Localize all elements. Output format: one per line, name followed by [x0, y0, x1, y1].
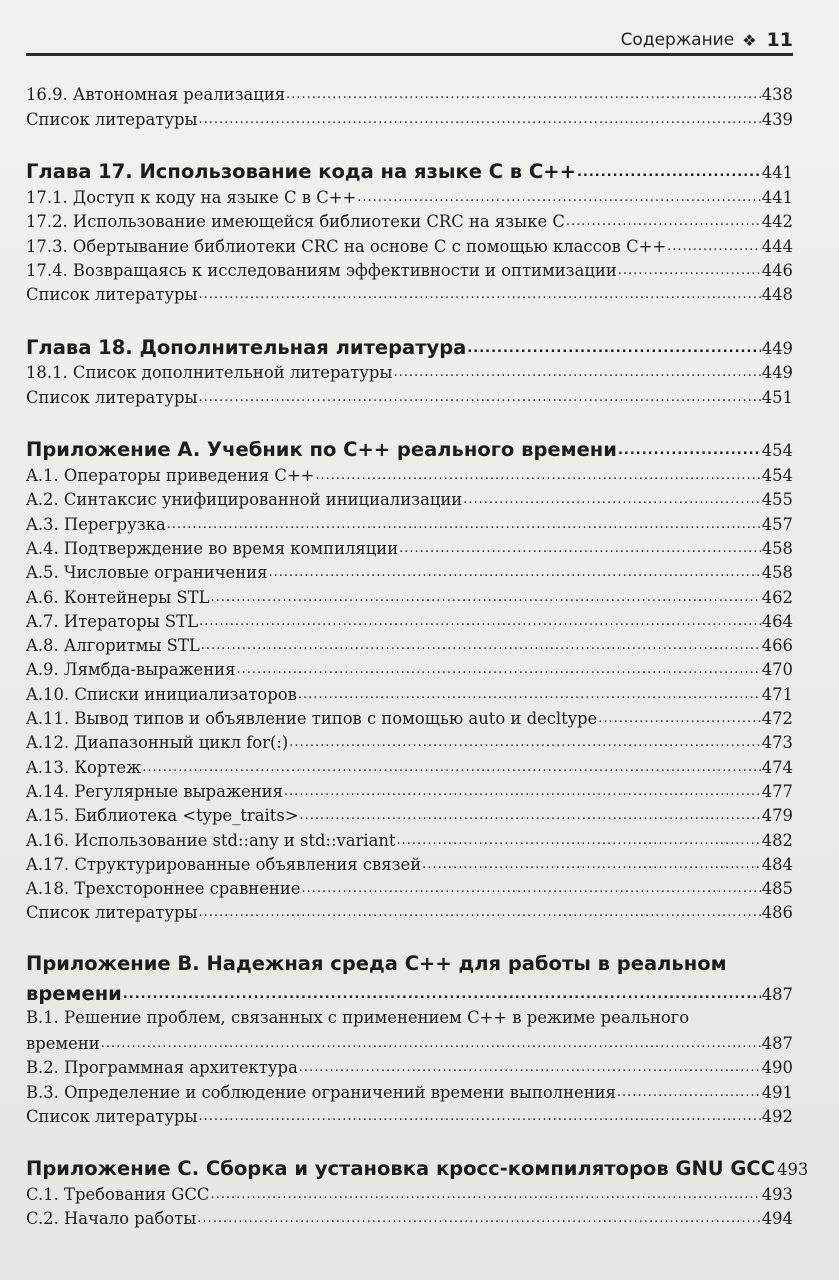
dot-leader — [123, 980, 761, 1000]
dot-leader — [167, 513, 761, 529]
toc-entry — [26, 781, 793, 805]
chapter-title: времени — [26, 981, 122, 1005]
toc-entry — [26, 259, 793, 283]
toc-entry-page: 472 — [761, 709, 793, 729]
dot-leader — [397, 829, 761, 845]
header-page-number: 11 — [766, 29, 793, 51]
toc-entry-title: A.10. Списки инициализаторов — [26, 684, 297, 704]
toc-entry — [26, 805, 793, 829]
dot-leader — [289, 732, 760, 748]
dot-leader — [357, 187, 760, 203]
toc-entry — [26, 187, 793, 211]
toc-entry-title: Список литературы — [26, 903, 198, 923]
dot-leader — [142, 756, 760, 772]
toc-entry — [26, 610, 793, 634]
toc-entry-title: A.6. Контейнеры STL — [26, 587, 210, 607]
chapter-title: Приложение C. Сборка и установка кросс-компиляторов GNU GCC — [26, 1157, 776, 1181]
toc-entry-title: Список литературы — [26, 109, 198, 129]
toc-entry-page: 473 — [761, 733, 793, 753]
chapter-page: 454 — [761, 441, 793, 461]
dot-leader — [301, 878, 760, 894]
toc-entry-page: 448 — [761, 285, 793, 305]
toc-entry-page: 471 — [761, 684, 793, 704]
toc-entry-title: A.12. Диапазонный цикл for(:) — [26, 733, 289, 753]
toc-entry — [26, 362, 793, 386]
dot-leader — [199, 610, 761, 626]
dot-leader — [199, 902, 761, 918]
running-header — [26, 26, 793, 54]
toc-entry-page: 449 — [761, 363, 793, 383]
toc-entry — [26, 853, 793, 877]
toc-entry-title: A.9. Лямбда-выражения — [26, 660, 236, 680]
toc-entry — [26, 1033, 793, 1057]
toc-entry-title: A.5. Числовые ограничения — [26, 563, 268, 583]
dot-leader — [566, 211, 761, 227]
toc-entry — [26, 465, 793, 489]
toc-entry — [26, 756, 793, 780]
toc-entry-title: A.16. Использование std::any и std::variant — [26, 830, 396, 850]
chapter-page: 487 — [761, 984, 793, 1004]
toc-entry-title: Список литературы — [26, 285, 198, 305]
toc-entry-title: Список литературы — [26, 1106, 198, 1126]
dot-leader — [467, 334, 760, 354]
toc-entry-page: 464 — [761, 611, 793, 631]
toc-entry-title: A.7. Итераторы STL — [26, 611, 198, 631]
toc-chapter-17 — [26, 159, 793, 187]
toc-entry-page: 492 — [761, 1106, 793, 1126]
toc-entry-title: C.2. Начало работы — [26, 1209, 197, 1229]
toc-entry-page: 455 — [761, 490, 793, 510]
chapter-page: 449 — [761, 338, 793, 358]
toc-appendix-b — [26, 980, 793, 1008]
toc-entry-page: 486 — [761, 903, 793, 923]
toc-appendix-c — [26, 1156, 809, 1184]
toc-entry — [26, 1057, 793, 1081]
toc-entry-title: времени — [26, 1034, 100, 1053]
toc-entry-page: 451 — [761, 387, 793, 407]
dot-leader — [201, 635, 761, 651]
toc-entry-page: 438 — [761, 85, 793, 105]
toc-entry-page: 487 — [761, 1034, 793, 1053]
dot-leader — [199, 1106, 761, 1122]
chapter-page: 493 — [777, 1160, 809, 1180]
table-of-contents — [26, 84, 809, 1232]
toc-entry-page: 491 — [761, 1082, 793, 1102]
toc-entry — [26, 708, 793, 732]
toc-entry-title: A.15. Библиотека <type_traits> — [26, 806, 299, 826]
toc-entry — [26, 659, 793, 683]
dot-leader — [667, 235, 761, 251]
toc-entry — [26, 211, 793, 235]
toc-entry-title: C.1. Требования GCC — [26, 1185, 210, 1205]
toc-entry — [26, 235, 793, 259]
toc-entry-page: 444 — [761, 236, 793, 256]
toc-entry-title: Список литературы — [26, 387, 198, 407]
toc-entry — [26, 1184, 793, 1208]
toc-entry-title: 17.4. Возвращаясь к исследованиям эффективности и оптимизации — [26, 260, 617, 280]
toc-entry-title: B.2. Программная архитектура — [26, 1058, 298, 1078]
toc-entry-page: 457 — [761, 514, 793, 534]
dot-leader — [618, 437, 761, 457]
toc-entry-title: 18.1. Список дополнительной литературы — [26, 363, 393, 383]
toc-entry-page: 490 — [761, 1058, 793, 1078]
toc-entry-title: A.11. Вывод типов и объявление типов с помощью auto и decltype — [26, 709, 598, 729]
toc-entry — [26, 513, 793, 537]
header-rule — [26, 53, 793, 56]
toc-entry — [26, 586, 793, 610]
toc-entry-page: 446 — [761, 260, 793, 280]
dot-leader — [300, 805, 761, 821]
toc-entry-title: A.2. Синтаксис унифицированной инициализации — [26, 490, 463, 510]
toc-entry-title: A.18. Трехстороннее сравнение — [26, 879, 301, 899]
toc-entry-page: 458 — [761, 563, 793, 583]
dot-leader — [315, 465, 760, 481]
dot-leader — [197, 1208, 760, 1224]
toc-entry — [26, 878, 793, 902]
dot-leader — [286, 84, 761, 100]
toc-entry — [26, 1106, 793, 1130]
dot-leader — [268, 562, 760, 578]
toc-entry — [26, 84, 793, 108]
toc-entry-page: 477 — [761, 781, 793, 801]
toc-entry — [26, 829, 793, 853]
dot-leader — [393, 362, 760, 378]
dot-leader — [284, 781, 761, 797]
toc-entry — [26, 284, 793, 308]
toc-entry — [26, 538, 793, 562]
dot-leader — [617, 1081, 761, 1097]
toc-entry-page: 470 — [761, 660, 793, 680]
header-section-title: Содержание — [620, 30, 735, 50]
toc-entry-page: 439 — [761, 109, 793, 129]
toc-entry-title: A.4. Подтверждение во время компиляции — [26, 538, 399, 558]
toc-entry — [26, 683, 793, 707]
toc-entry-title: 17.1. Доступ к коду на языке C в C++ — [26, 187, 357, 207]
toc-entry-page: 482 — [761, 830, 793, 850]
toc-entry-page: 474 — [761, 757, 793, 777]
dot-leader — [399, 538, 761, 554]
dot-leader — [210, 1184, 760, 1200]
toc-entry — [26, 635, 793, 659]
toc-chapter-18 — [26, 334, 793, 362]
toc-entry-title: A.8. Алгоритмы STL — [26, 636, 200, 656]
toc-entry-page: 484 — [761, 854, 793, 874]
dot-leader — [422, 853, 761, 869]
toc-entry — [26, 386, 793, 410]
toc-entry-title: 17.3. Обертывание библиотеки CRC на основе C с помощью классов C++ — [26, 236, 667, 256]
toc-entry-title: A.13. Кортеж — [26, 757, 142, 777]
toc-entry-title-line1: B.1. Решение проблем, связанных с применением C++ в режиме реального — [26, 1008, 690, 1028]
toc-entry-page: 454 — [761, 466, 793, 486]
dot-leader — [199, 386, 761, 402]
toc-entry-page: 494 — [761, 1209, 793, 1229]
chapter-page: 441 — [761, 163, 793, 183]
toc-entry-page: 441 — [761, 187, 793, 207]
dot-leader — [199, 284, 761, 300]
toc-entry-page: 466 — [761, 636, 793, 656]
toc-appendix-b-title-line1: Приложение B. Надежная среда C++ для работы в реальном — [26, 952, 727, 976]
dot-leader — [298, 683, 761, 699]
dot-leader — [299, 1057, 761, 1073]
toc-entry — [26, 1081, 793, 1105]
toc-entry-page: 493 — [761, 1185, 793, 1205]
dot-leader — [618, 259, 761, 275]
toc-entry-title: B.3. Определение и соблюдение ограничений времени выполнения — [26, 1082, 616, 1102]
diamond-ornament-icon: ❖ — [742, 30, 757, 50]
chapter-title: Глава 17. Использование кода на языке C в C++ — [26, 160, 576, 184]
toc-entry-page: 442 — [761, 212, 793, 232]
toc-entry — [26, 1208, 793, 1232]
toc-entry — [26, 732, 793, 756]
toc-entry-page: 458 — [761, 538, 793, 558]
toc-entry-title: A.17. Структурированные объявления связей — [26, 854, 422, 874]
toc-entry — [26, 108, 793, 132]
toc-entry-page: 462 — [761, 587, 793, 607]
toc-entry-title: 16.9. Автономная реализация — [26, 85, 286, 105]
toc-entry-title: A.1. Операторы приведения C++ — [26, 466, 315, 486]
toc-entry — [26, 902, 793, 926]
dot-leader — [210, 586, 760, 602]
chapter-title: Приложение A. Учебник по C++ реального времени — [26, 438, 617, 462]
toc-entry-title: 17.2. Использование имеющейся библиотеки CRC на языке C — [26, 212, 565, 232]
toc-entry — [26, 489, 793, 513]
dot-leader — [236, 659, 760, 675]
dot-leader — [577, 159, 761, 179]
toc-entry-page: 485 — [761, 879, 793, 899]
toc-entry-page: 479 — [761, 806, 793, 826]
dot-leader — [463, 489, 760, 505]
toc-appendix-a — [26, 437, 793, 465]
toc-entry-title: A.3. Перегрузка — [26, 514, 166, 534]
chapter-title: Глава 18. Дополнительная литература — [26, 335, 467, 359]
toc-entry-title: A.14. Регулярные выражения — [26, 781, 283, 801]
dot-leader — [598, 708, 760, 724]
dot-leader — [101, 1033, 761, 1049]
toc-entry — [26, 562, 793, 586]
dot-leader — [199, 108, 761, 124]
